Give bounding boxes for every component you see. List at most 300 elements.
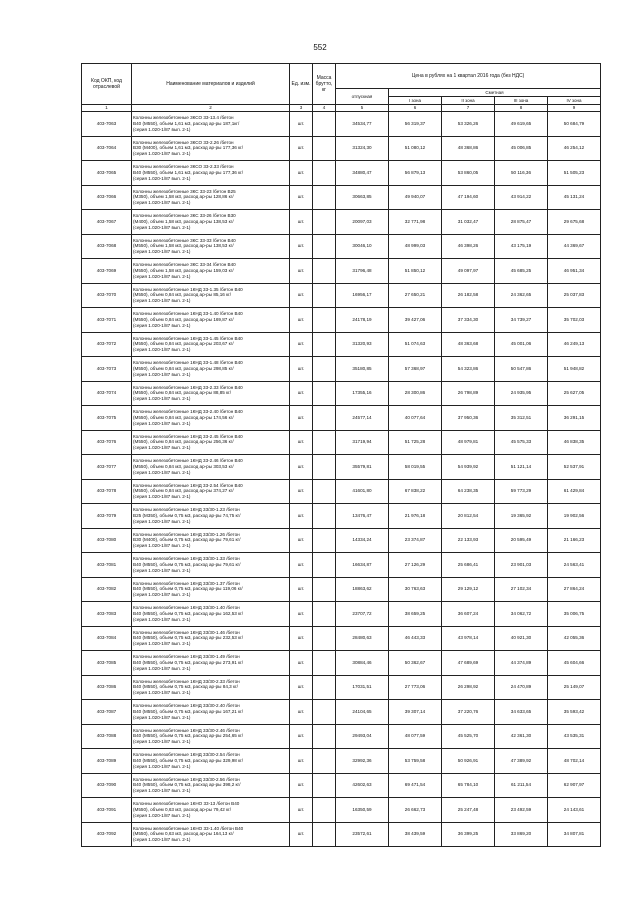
item-unit: шт. [290,822,313,847]
item-mass [313,430,336,455]
item-code: 403-7088 [82,724,132,749]
item-name-line: (серия 1.020-1/87 вып. 2-1) [133,494,191,500]
item-name-line: (М550), объем 0,63 м3, расход ар-ры 164,13 кг/ [133,831,234,837]
table-row [82,724,601,749]
item-name-line: Колонны железобетонные 1КНД 33/30-1.33 /бетон [133,556,240,562]
price-zone-3: 45 575,33 [495,430,548,455]
price-zone-1: 50 362,67 [389,651,442,676]
price-release: 32992,36 [336,749,389,774]
price-zone-4: 35 006,75 [548,602,601,627]
item-unit: шт. [290,332,313,357]
item-unit: шт. [290,479,313,504]
price-release: 28480,63 [336,626,389,651]
price-zone-3: 50 116,36 [495,161,548,186]
price-zone-4: 51 505,23 [548,161,601,186]
item-name-line: Колонны железобетонные 1КНД 33-1.35 /бетон В40 [133,286,243,292]
price-zone-2: 47 689,69 [442,651,495,676]
header-name: Наименование материалов и изделий [132,64,290,105]
table-row [82,773,601,798]
price-release: 31320,93 [336,332,389,357]
item-name-line: (серия 1.020-1/87 вып. 2-1) [133,812,191,818]
item-name-line: Колонны железобетонные 3КСО 33-13.4 /бетон [133,115,234,121]
item-name-line: В40 (М550), объем 0,75 м3, расход ар-ры 79,61 кг/ [133,561,241,567]
price-zone-3: 49 619,65 [495,112,548,137]
price-zone-1: 51 080,12 [389,136,442,161]
price-zone-2: 26 298,92 [442,675,495,700]
item-unit: шт. [290,210,313,235]
price-zone-1: 38 659,25 [389,602,442,627]
item-mass [313,724,336,749]
table-row [82,749,601,774]
item-name [132,161,290,186]
price-zone-4: 25 149,07 [548,675,601,700]
price-zone-4: 25 037,83 [548,283,601,308]
table-row [82,332,601,357]
item-name-line: (М550), объем 1,58 м3, расход ар-ры 138,53 кг/ [133,243,234,249]
price-zone-4: 61 429,84 [548,479,601,504]
price-table [81,63,601,847]
price-zone-1: 30 763,63 [389,577,442,602]
item-name-line: Колонны железобетонные 1КНД 33/30-2.40 /бетон [133,703,240,709]
item-name [132,602,290,627]
table-header [82,64,601,112]
item-name [132,112,290,137]
price-zone-2: 26 798,89 [442,381,495,406]
item-mass [313,700,336,725]
item-unit: шт. [290,773,313,798]
item-mass [313,381,336,406]
item-mass [313,455,336,480]
price-zone-1: 26 662,73 [389,798,442,823]
table-row [82,626,601,651]
item-name-line: (М350), объем 1,58 м3, расход ар-ры 128,86 кг/ [133,194,234,200]
item-name-line: В40 (М550), объем 0,75 м3, расход ар-ры 167,21 кг/ [133,708,244,714]
item-code: 403-7063 [82,112,132,137]
price-zone-4: 25 627,05 [548,381,601,406]
item-name-line: Колонны железобетонные 1КНД 33/30-2.54 /бетон [133,752,240,758]
table-row [82,479,601,504]
price-release: 30663,85 [336,185,389,210]
item-name [132,406,290,431]
item-name [132,283,290,308]
item-code: 403-7075 [82,406,132,431]
table-row [82,651,601,676]
price-zone-2: 48 368,86 [442,136,495,161]
header-zone-4: IV зона [548,97,601,105]
item-code: 403-7076 [82,430,132,455]
price-zone-4: 52 537,91 [548,455,601,480]
price-zone-1: 46 443,33 [389,626,442,651]
price-release: 42602,63 [336,773,389,798]
item-name-line: Колонны железобетонные 3КС 33-33 /бетон В40 [133,237,236,243]
table-row [82,185,601,210]
item-unit: шт. [290,749,313,774]
item-name-line: Колонны железобетонные 1КНД 33/30-1.46 /бетон [133,629,240,635]
price-zone-2: 65 784,10 [442,773,495,798]
price-zone-2: 22 133,93 [442,528,495,553]
item-name-line: (серия 1.020-1/87 вып. 2-1) [133,543,191,549]
price-zone-3: 28 875,47 [495,210,548,235]
item-code: 403-7087 [82,700,132,725]
item-mass [313,112,336,137]
price-release: 34534,77 [336,112,389,137]
item-name-line: Колонны железобетонные 1КНД 33/30-1.23 /бетон [133,507,240,513]
price-zone-3: 34 633,65 [495,700,548,725]
price-zone-3: 50 547,86 [495,357,548,382]
header-zone-2: II зона [442,97,495,105]
table-row [82,406,601,431]
item-unit: шт. [290,308,313,333]
item-code: 403-7081 [82,553,132,578]
item-code: 403-7080 [82,528,132,553]
price-zone-2: 54 939,92 [442,455,495,480]
price-zone-2: 53 860,05 [442,161,495,186]
price-zone-2: 36 607,24 [442,602,495,627]
price-zone-1: 58 019,55 [389,455,442,480]
price-zone-1: 39 427,06 [389,308,442,333]
price-zone-1: 27 650,21 [389,283,442,308]
table-row [82,161,601,186]
item-name-line: (М550), объем 0,84 м3, расход ар-ры 256,36 кг/ [133,439,234,445]
price-zone-2: 25 686,41 [442,553,495,578]
item-name-line: (серия 1.020-1/87 вып. 2-1) [133,665,191,671]
table-row [82,602,601,627]
price-zone-2: 37 220,76 [442,700,495,725]
price-zone-4: 50 684,79 [548,112,601,137]
item-name-line: (М550), объем 0,84 м3, расход ар-ры 174,56 кг/ [133,414,234,420]
item-name-line: Колонны железобетонные 1КНД 33/30-2.33 /бетон [133,678,240,684]
price-zone-2: 50 926,91 [442,749,495,774]
item-name-line: (М550), объем 0,84 м3, расход ар-ры 303,53 кг/ [133,463,234,469]
price-zone-3: 33 869,20 [495,822,548,847]
price-zone-3: 45 685,25 [495,259,548,284]
item-code: 403-7092 [82,822,132,847]
item-code: 403-7089 [82,749,132,774]
price-zone-4: 45 604,66 [548,651,601,676]
item-mass [313,528,336,553]
item-name-line: В25 (М350), объем 0,75 м3, расход ар-ры 74,75 кг/ [133,512,241,518]
item-name [132,332,290,357]
price-zone-4: 19 902,56 [548,504,601,529]
price-zone-3: 43 175,19 [495,234,548,259]
item-name-line: (М550), объем 0,84 м3, расход ар-ры 374,27 кг/ [133,488,234,494]
price-zone-3: 59 773,29 [495,479,548,504]
item-mass [313,626,336,651]
item-code: 403-7066 [82,185,132,210]
price-zone-1: 56 879,13 [389,161,442,186]
price-zone-3: 34 739,27 [495,308,548,333]
price-zone-1: 28 300,86 [389,381,442,406]
price-zone-3: 51 121,14 [495,455,548,480]
price-zone-1: 53 759,58 [389,749,442,774]
item-name [132,577,290,602]
item-unit: шт. [290,112,313,137]
column-number: 1 [82,105,132,112]
item-name-line: В40 (М550), объем 1,61 м3, расход ар-ры 187,1кг/ [133,120,240,126]
item-name-line: (М550), объем 0,84 м3, расход ар-ры 298,85 кг/ [133,365,234,371]
price-zone-1: 48 077,59 [389,724,442,749]
item-name [132,822,290,847]
price-zone-3: 61 211,54 [495,773,548,798]
item-name-line: Колонны железобетонные 1КНД 33-2.45 /бетон В40 [133,433,243,439]
header-unit: Ед. изм. [290,64,313,105]
price-release: 24178,19 [336,308,389,333]
item-name-line: Колонны железобетонные 1КНД 33-1.45 /бетон В40 [133,335,243,341]
item-code: 403-7068 [82,234,132,259]
header-mass: Масса брутто, кг [313,64,336,105]
item-mass [313,308,336,333]
item-name-line: В40 (М550), объем 0,75 м3, расход ар-ры 232,53 кг/ [133,635,244,641]
price-zone-1: 56 319,37 [389,112,442,137]
item-name-line: (серия 1.020-1/87 вып. 2-1) [133,567,191,573]
item-name-line: В40 (М550), объем 0,75 м3, расход ар-ры 398,2 кг/ [133,782,241,788]
item-name-line: В40 (М550), объем 0,75 м3, расход ар-ры 119,06 кг/ [133,586,243,592]
item-unit: шт. [290,185,313,210]
table-row [82,675,601,700]
item-code: 403-7067 [82,210,132,235]
item-name-line: (серия 1.020-1/87 вып. 2-1) [133,714,191,720]
price-zone-1: 38 439,59 [389,822,442,847]
price-zone-3: 20 595,49 [495,528,548,553]
table-row [82,528,601,553]
table-row [82,504,601,529]
item-code: 403-7091 [82,798,132,823]
price-zone-1: 21 976,18 [389,504,442,529]
column-number: 4 [313,105,336,112]
price-release: 24104,65 [336,700,389,725]
price-zone-3: 19 365,92 [495,504,548,529]
price-zone-3: 27 102,34 [495,577,548,602]
table-body [82,112,601,847]
item-code: 403-7069 [82,259,132,284]
price-release: 35180,85 [336,357,389,382]
item-name-line: Колонны железобетонные 1КНД 33/30-1.49 /бетон [133,654,240,660]
item-unit: шт. [290,283,313,308]
price-zone-1: 27 773,06 [389,675,442,700]
price-zone-3: 34 062,72 [495,602,548,627]
price-zone-4: 24 143,61 [548,798,601,823]
item-name [132,381,290,406]
item-name-line: (серия 1.020-1/87 вып. 2-1) [133,837,191,843]
header-code: Код ОКП, код отраслевой [82,64,132,105]
table-row [82,112,601,137]
table-row [82,381,601,406]
item-name [132,700,290,725]
price-release: 14334,24 [336,528,389,553]
price-zone-4: 29 675,68 [548,210,601,235]
price-release: 31796,48 [336,259,389,284]
item-name-line: Колонны железобетонные 1КНД 33-1.48 /бетон В40 [133,360,243,366]
item-name [132,210,290,235]
item-name-line: (серия 1.020-1/87 вып. 2-1) [133,445,191,451]
item-name-line: (серия 1.020-1/87 вып. 2-1) [133,151,191,157]
item-name-line: (М550), объем 0,63 м3, расход ар-ры 79,42 кг/ [133,806,232,812]
item-name [132,798,290,823]
item-name-line: Колонны железобетонные 3КС 33-34 /бетон В40 [133,262,236,268]
item-name [132,479,290,504]
price-zone-2: 36 399,25 [442,822,495,847]
item-name-line: Колонны железобетонные 1КНД 33-2.46 /бетон В40 [133,458,243,464]
price-zone-1: 69 471,54 [389,773,442,798]
item-unit: шт. [290,528,313,553]
column-number: 9 [548,105,601,112]
item-name-line: Колонны железобетонные 1КНД 33-1.40 /бетон В40 [133,311,243,317]
item-unit: шт. [290,357,313,382]
item-unit: шт. [290,553,313,578]
price-zone-4: 24 563,41 [548,553,601,578]
item-name-line: Колонны железобетонные 3КСО 33-2.33 /бетон [133,164,234,170]
price-zone-2: 48 979,81 [442,430,495,455]
item-name-line: Колонны железобетонные 1КНО 33-13 /бетон В40 [133,801,240,807]
price-release: 23572,61 [336,822,389,847]
price-zone-4: 35 702,03 [548,308,601,333]
column-number-row [82,105,601,112]
table-row [82,455,601,480]
item-name-line: (серия 1.020-1/87 вып. 2-1) [133,371,191,377]
price-release: 17355,16 [336,381,389,406]
item-name-line: В40 (М550), объем 1,61 м3, расход ар-ры 177,36 кг/ [133,169,244,175]
price-zone-3: 44 374,89 [495,651,548,676]
item-name-line: Колонны железобетонные 1КНД 33-2.54 /бетон В40 [133,482,243,488]
item-mass [313,357,336,382]
item-name-line: (серия 1.020-1/87 вып. 2-1) [133,763,191,769]
item-name [132,259,290,284]
price-release: 18863,62 [336,577,389,602]
price-release: 13476,47 [336,504,389,529]
item-name [132,504,290,529]
price-zone-1: 49 940,07 [389,185,442,210]
item-mass [313,283,336,308]
item-mass [313,185,336,210]
price-zone-2: 25 247,48 [442,798,495,823]
price-zone-1: 23 374,87 [389,528,442,553]
item-name-line: Колонны железобетонные 3КС 33-26 /бетон В30 [133,213,236,219]
item-mass [313,504,336,529]
price-zone-3: 24 935,95 [495,381,548,406]
price-zone-2: 46 398,26 [442,234,495,259]
price-zone-3: 45 001,06 [495,332,548,357]
item-name-line: Колонны железобетонные 1КНД 33-2.40 /бетон В40 [133,409,243,415]
price-zone-4: 51 948,82 [548,357,601,382]
item-code: 403-7064 [82,136,132,161]
price-zone-1: 27 126,29 [389,553,442,578]
item-unit: шт. [290,430,313,455]
item-name-line: (серия 1.020-1/87 вып. 2-1) [133,224,191,230]
item-name-line: (серия 1.020-1/87 вып. 2-1) [133,249,191,255]
item-name-line: В40 (М550), объем 0,75 м3, расход ар-ры 273,91 кг/ [133,659,244,665]
item-mass [313,577,336,602]
column-number: 7 [442,105,495,112]
item-mass [313,602,336,627]
table-row [82,283,601,308]
table-row [82,798,601,823]
price-zone-4: 46 249,13 [548,332,601,357]
item-unit: шт. [290,161,313,186]
price-zone-4: 48 702,14 [548,749,601,774]
price-zone-2: 49 097,97 [442,259,495,284]
item-unit: шт. [290,626,313,651]
table-row [82,700,601,725]
price-zone-2: 47 194,60 [442,185,495,210]
item-name [132,773,290,798]
price-zone-3: 43 914,22 [495,185,548,210]
item-code: 403-7072 [82,332,132,357]
price-zone-3: 23 492,59 [495,798,548,823]
item-mass [313,161,336,186]
table-row [82,210,601,235]
price-zone-4: 62 907,97 [548,773,601,798]
item-name-line: (серия 1.020-1/87 вып. 2-1) [133,469,191,475]
table-row [82,259,601,284]
price-release: 35579,81 [336,455,389,480]
item-unit: шт. [290,724,313,749]
item-code: 403-7073 [82,357,132,382]
price-release: 24577,14 [336,406,389,431]
price-zone-2: 26 182,58 [442,283,495,308]
item-name-line: (серия 1.020-1/87 вып. 2-1) [133,788,191,794]
item-name-line: (серия 1.020-1/87 вып. 2-1) [133,420,191,426]
price-zone-1: 48 999,03 [389,234,442,259]
item-mass [313,773,336,798]
item-name-line: (серия 1.020-1/87 вып. 2-1) [133,396,191,402]
item-name [132,308,290,333]
item-name-line: (серия 1.020-1/87 вып. 2-1) [133,322,191,328]
price-zone-4: 43 535,31 [548,724,601,749]
item-code: 403-7070 [82,283,132,308]
price-zone-2: 29 129,12 [442,577,495,602]
column-number: 6 [389,105,442,112]
price-zone-4: 45 131,24 [548,185,601,210]
item-name-line: (серия 1.020-1/87 вып. 2-1) [133,200,191,206]
item-name-line: Колонны железобетонные 1КНД 33/30-2.46 /бетон [133,727,240,733]
item-name [132,724,290,749]
price-zone-4: 46 951,34 [548,259,601,284]
item-name-line: В30 (М400), объем 1,61 м3, расход ар-ры 177,36 кг/ [133,145,244,151]
item-code: 403-7085 [82,651,132,676]
item-unit: шт. [290,504,313,529]
item-name-line: В30 (М400), объем 0,75 м3, расход ар-ры 79,61 кг/ [133,537,241,543]
item-code: 403-7078 [82,479,132,504]
price-zone-4: 27 864,24 [548,577,601,602]
price-release: 29493,04 [336,724,389,749]
price-zone-4: 46 838,35 [548,430,601,455]
price-zone-3: 24 362,65 [495,283,548,308]
price-zone-1: 51 725,28 [389,430,442,455]
item-name-line: Колонны железобетонные 1КНД 33/30-1.40 /бетон [133,605,240,611]
price-zone-3: 40 921,30 [495,626,548,651]
item-code: 403-7065 [82,161,132,186]
header-estimate: Сметная [389,89,601,97]
item-name [132,651,290,676]
page-number: 552 [313,43,327,52]
item-name-line: (серия 1.020-1/87 вып. 2-1) [133,592,191,598]
item-code: 403-7084 [82,626,132,651]
item-mass [313,749,336,774]
column-number: 8 [495,105,548,112]
table-row [82,430,601,455]
item-name [132,136,290,161]
table-row [82,234,601,259]
price-release: 16350,59 [336,798,389,823]
item-unit: шт. [290,136,313,161]
item-unit: шт. [290,577,313,602]
item-name-line: (серия 1.020-1/87 вып. 2-1) [133,518,191,524]
item-code: 403-7083 [82,602,132,627]
item-name [132,430,290,455]
item-name-line: Колонны железобетонные 3КСО 33-2.26 /бетон [133,139,234,145]
item-name-line: Колонны железобетонные 3КС 33-23 /бетон В25 [133,188,236,194]
table-row [82,577,601,602]
